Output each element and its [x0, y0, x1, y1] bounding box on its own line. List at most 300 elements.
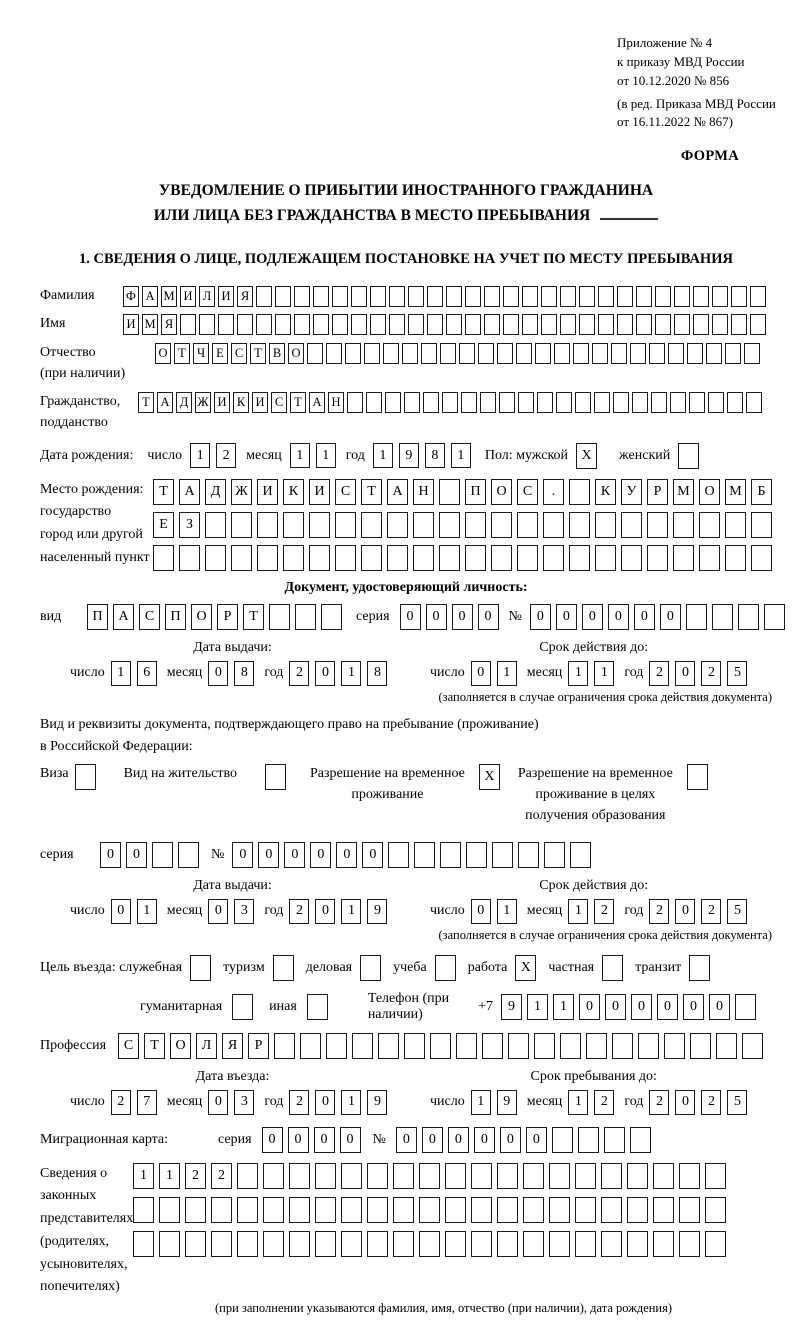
- char-cell[interactable]: 1: [471, 1090, 491, 1115]
- char-cell[interactable]: В: [269, 343, 285, 364]
- char-cell[interactable]: [335, 512, 356, 538]
- char-cell[interactable]: Ж: [231, 479, 252, 505]
- char-cell[interactable]: [689, 392, 705, 413]
- char-cell[interactable]: [592, 343, 608, 364]
- char-cell[interactable]: [205, 545, 226, 571]
- char-cell[interactable]: 9: [367, 899, 387, 924]
- char-cell[interactable]: К: [283, 479, 304, 505]
- char-cell[interactable]: [309, 512, 330, 538]
- char-cell[interactable]: [690, 1033, 711, 1059]
- char-cell[interactable]: 1: [497, 661, 517, 686]
- char-cell[interactable]: 0: [582, 604, 603, 630]
- char-cell[interactable]: [621, 512, 642, 538]
- char-cell[interactable]: [179, 545, 200, 571]
- char-cell[interactable]: [419, 1197, 440, 1223]
- char-cell[interactable]: Е: [153, 512, 174, 538]
- char-cell[interactable]: [687, 343, 703, 364]
- char-cell[interactable]: 0: [452, 604, 473, 630]
- char-cell[interactable]: 0: [362, 842, 383, 868]
- char-cell[interactable]: [367, 1231, 388, 1257]
- char-cell[interactable]: 0: [675, 899, 695, 924]
- char-cell[interactable]: [263, 1163, 284, 1189]
- char-cell[interactable]: [751, 512, 772, 538]
- char-cell[interactable]: Б: [751, 479, 772, 505]
- char-cell[interactable]: [523, 1197, 544, 1223]
- char-cell[interactable]: 1: [341, 899, 361, 924]
- char-cell[interactable]: [307, 343, 323, 364]
- char-cell[interactable]: М: [142, 314, 158, 335]
- char-cell[interactable]: [693, 314, 709, 335]
- char-cell[interactable]: [404, 392, 420, 413]
- char-cell[interactable]: [595, 545, 616, 571]
- char-cell[interactable]: [313, 314, 329, 335]
- char-cell[interactable]: [367, 1197, 388, 1223]
- char-cell[interactable]: 2: [649, 661, 669, 686]
- char-cell[interactable]: [445, 1197, 466, 1223]
- char-cell[interactable]: 0: [315, 1090, 335, 1115]
- char-cell[interactable]: 1: [341, 661, 361, 686]
- char-cell[interactable]: 9: [367, 1090, 387, 1115]
- char-cell[interactable]: [315, 1197, 336, 1223]
- char-cell[interactable]: [731, 286, 747, 307]
- char-cell[interactable]: [465, 545, 486, 571]
- char-cell[interactable]: И: [218, 286, 234, 307]
- char-cell[interactable]: 5: [727, 661, 747, 686]
- char-cell[interactable]: 1: [497, 899, 517, 924]
- char-cell[interactable]: 0: [605, 994, 626, 1020]
- char-cell[interactable]: [541, 286, 557, 307]
- char-cell[interactable]: [471, 1197, 492, 1223]
- char-cell[interactable]: [617, 314, 633, 335]
- char-cell[interactable]: [544, 842, 565, 868]
- char-cell[interactable]: [523, 1163, 544, 1189]
- char-cell[interactable]: [361, 545, 382, 571]
- char-cell[interactable]: [180, 314, 196, 335]
- char-cell[interactable]: [263, 1231, 284, 1257]
- char-cell[interactable]: [430, 1033, 451, 1059]
- char-cell[interactable]: Т: [153, 479, 174, 505]
- char-cell[interactable]: [326, 1033, 347, 1059]
- char-cell[interactable]: [440, 343, 456, 364]
- char-cell[interactable]: 8: [425, 443, 445, 468]
- char-cell[interactable]: 0: [660, 604, 681, 630]
- char-cell[interactable]: 2: [649, 899, 669, 924]
- char-cell[interactable]: [679, 1197, 700, 1223]
- char-cell[interactable]: [389, 286, 405, 307]
- char-cell[interactable]: [294, 286, 310, 307]
- char-cell[interactable]: [537, 392, 553, 413]
- char-cell[interactable]: [465, 512, 486, 538]
- char-cell[interactable]: [289, 1163, 310, 1189]
- char-cell[interactable]: [517, 512, 538, 538]
- char-cell[interactable]: [385, 392, 401, 413]
- char-cell[interactable]: [265, 764, 286, 790]
- char-cell[interactable]: [636, 314, 652, 335]
- char-cell[interactable]: 9: [399, 443, 419, 468]
- char-cell[interactable]: И: [309, 479, 330, 505]
- char-cell[interactable]: [478, 343, 494, 364]
- char-cell[interactable]: 0: [675, 661, 695, 686]
- char-cell[interactable]: Л: [196, 1033, 217, 1059]
- char-cell[interactable]: [595, 512, 616, 538]
- char-cell[interactable]: Р: [217, 604, 238, 630]
- char-cell[interactable]: [465, 314, 481, 335]
- char-cell[interactable]: [133, 1197, 154, 1223]
- char-cell[interactable]: X: [479, 764, 500, 790]
- char-cell[interactable]: Т: [144, 1033, 165, 1059]
- char-cell[interactable]: Д: [205, 479, 226, 505]
- char-cell[interactable]: А: [387, 479, 408, 505]
- char-cell[interactable]: [446, 286, 462, 307]
- char-cell[interactable]: [693, 286, 709, 307]
- char-cell[interactable]: [439, 545, 460, 571]
- char-cell[interactable]: [199, 314, 215, 335]
- char-cell[interactable]: [522, 314, 538, 335]
- char-cell[interactable]: 2: [701, 661, 721, 686]
- char-cell[interactable]: [341, 1163, 362, 1189]
- char-cell[interactable]: 1: [111, 661, 131, 686]
- char-cell[interactable]: 1: [553, 994, 574, 1020]
- char-cell[interactable]: 0: [262, 1127, 283, 1153]
- char-cell[interactable]: [516, 343, 532, 364]
- char-cell[interactable]: [445, 1163, 466, 1189]
- char-cell[interactable]: [237, 1231, 258, 1257]
- char-cell[interactable]: 0: [288, 1127, 309, 1153]
- char-cell[interactable]: [211, 1231, 232, 1257]
- char-cell[interactable]: [360, 955, 381, 981]
- char-cell[interactable]: 0: [314, 1127, 335, 1153]
- char-cell[interactable]: М: [725, 479, 746, 505]
- char-cell[interactable]: [269, 604, 290, 630]
- char-cell[interactable]: [673, 512, 694, 538]
- char-cell[interactable]: [712, 604, 733, 630]
- char-cell[interactable]: [613, 392, 629, 413]
- char-cell[interactable]: [315, 1163, 336, 1189]
- char-cell[interactable]: 0: [448, 1127, 469, 1153]
- char-cell[interactable]: С: [271, 392, 287, 413]
- char-cell[interactable]: [573, 343, 589, 364]
- char-cell[interactable]: [482, 1033, 503, 1059]
- char-cell[interactable]: [647, 512, 668, 538]
- char-cell[interactable]: [673, 545, 694, 571]
- char-cell[interactable]: О: [155, 343, 171, 364]
- char-cell[interactable]: [440, 842, 461, 868]
- char-cell[interactable]: 0: [556, 604, 577, 630]
- char-cell[interactable]: [569, 512, 590, 538]
- char-cell[interactable]: [275, 286, 291, 307]
- char-cell[interactable]: [205, 512, 226, 538]
- char-cell[interactable]: [751, 545, 772, 571]
- char-cell[interactable]: К: [233, 392, 249, 413]
- char-cell[interactable]: [366, 392, 382, 413]
- char-cell[interactable]: [480, 392, 496, 413]
- char-cell[interactable]: [575, 1231, 596, 1257]
- char-cell[interactable]: А: [179, 479, 200, 505]
- char-cell[interactable]: [185, 1231, 206, 1257]
- char-cell[interactable]: [705, 1163, 726, 1189]
- char-cell[interactable]: 3: [234, 1090, 254, 1115]
- char-cell[interactable]: [345, 343, 361, 364]
- char-cell[interactable]: 2: [594, 899, 614, 924]
- char-cell[interactable]: [598, 314, 614, 335]
- char-cell[interactable]: [351, 314, 367, 335]
- char-cell[interactable]: Р: [647, 479, 668, 505]
- char-cell[interactable]: 0: [579, 994, 600, 1020]
- char-cell[interactable]: [664, 1033, 685, 1059]
- char-cell[interactable]: 0: [631, 994, 652, 1020]
- char-cell[interactable]: X: [515, 955, 536, 981]
- char-cell[interactable]: С: [335, 479, 356, 505]
- char-cell[interactable]: [686, 604, 707, 630]
- char-cell[interactable]: 0: [474, 1127, 495, 1153]
- char-cell[interactable]: [534, 1033, 555, 1059]
- char-cell[interactable]: [408, 314, 424, 335]
- char-cell[interactable]: [419, 1231, 440, 1257]
- char-cell[interactable]: С: [517, 479, 538, 505]
- char-cell[interactable]: [367, 1163, 388, 1189]
- char-cell[interactable]: 0: [208, 661, 228, 686]
- char-cell[interactable]: 0: [500, 1127, 521, 1153]
- char-cell[interactable]: 3: [234, 899, 254, 924]
- char-cell[interactable]: [257, 512, 278, 538]
- char-cell[interactable]: [404, 1033, 425, 1059]
- char-cell[interactable]: С: [139, 604, 160, 630]
- char-cell[interactable]: [435, 955, 456, 981]
- char-cell[interactable]: [497, 1163, 518, 1189]
- char-cell[interactable]: 0: [310, 842, 331, 868]
- char-cell[interactable]: [445, 1231, 466, 1257]
- char-cell[interactable]: И: [123, 314, 139, 335]
- char-cell[interactable]: 0: [634, 604, 655, 630]
- char-cell[interactable]: [543, 545, 564, 571]
- char-cell[interactable]: [439, 479, 460, 505]
- char-cell[interactable]: 0: [284, 842, 305, 868]
- char-cell[interactable]: [554, 343, 570, 364]
- char-cell[interactable]: 9: [501, 994, 522, 1020]
- char-cell[interactable]: [725, 545, 746, 571]
- char-cell[interactable]: 0: [100, 842, 121, 868]
- char-cell[interactable]: Т: [243, 604, 264, 630]
- char-cell[interactable]: X: [576, 443, 597, 469]
- char-cell[interactable]: Л: [199, 286, 215, 307]
- char-cell[interactable]: [378, 1033, 399, 1059]
- char-cell[interactable]: [699, 545, 720, 571]
- char-cell[interactable]: [522, 286, 538, 307]
- char-cell[interactable]: А: [157, 392, 173, 413]
- char-cell[interactable]: [471, 1231, 492, 1257]
- char-cell[interactable]: [598, 286, 614, 307]
- char-cell[interactable]: 1: [568, 899, 588, 924]
- char-cell[interactable]: [575, 392, 591, 413]
- char-cell[interactable]: С: [231, 343, 247, 364]
- char-cell[interactable]: [549, 1163, 570, 1189]
- char-cell[interactable]: [649, 343, 665, 364]
- char-cell[interactable]: 6: [137, 661, 157, 686]
- char-cell[interactable]: [419, 1163, 440, 1189]
- char-cell[interactable]: [393, 1197, 414, 1223]
- char-cell[interactable]: 1: [568, 661, 588, 686]
- char-cell[interactable]: 0: [471, 899, 491, 924]
- char-cell[interactable]: [352, 1033, 373, 1059]
- char-cell[interactable]: [569, 479, 590, 505]
- char-cell[interactable]: Т: [138, 392, 154, 413]
- char-cell[interactable]: [632, 392, 648, 413]
- char-cell[interactable]: [237, 1163, 258, 1189]
- char-cell[interactable]: [655, 286, 671, 307]
- char-cell[interactable]: О: [191, 604, 212, 630]
- char-cell[interactable]: З: [179, 512, 200, 538]
- char-cell[interactable]: [687, 764, 708, 790]
- char-cell[interactable]: [552, 1127, 573, 1153]
- char-cell[interactable]: И: [180, 286, 196, 307]
- char-cell[interactable]: [300, 1033, 321, 1059]
- char-cell[interactable]: [508, 1033, 529, 1059]
- char-cell[interactable]: [413, 545, 434, 571]
- char-cell[interactable]: [674, 286, 690, 307]
- char-cell[interactable]: 1: [373, 443, 393, 468]
- char-cell[interactable]: 1: [290, 443, 310, 468]
- char-cell[interactable]: [621, 545, 642, 571]
- char-cell[interactable]: [237, 314, 253, 335]
- char-cell[interactable]: [257, 545, 278, 571]
- char-cell[interactable]: [294, 314, 310, 335]
- char-cell[interactable]: Т: [290, 392, 306, 413]
- char-cell[interactable]: 1: [137, 899, 157, 924]
- char-cell[interactable]: [706, 343, 722, 364]
- char-cell[interactable]: [725, 512, 746, 538]
- char-cell[interactable]: Ч: [193, 343, 209, 364]
- char-cell[interactable]: [712, 314, 728, 335]
- char-cell[interactable]: [421, 343, 437, 364]
- char-cell[interactable]: [152, 842, 173, 868]
- char-cell[interactable]: 0: [396, 1127, 417, 1153]
- char-cell[interactable]: [484, 286, 500, 307]
- char-cell[interactable]: А: [142, 286, 158, 307]
- char-cell[interactable]: [560, 1033, 581, 1059]
- char-cell[interactable]: [321, 604, 342, 630]
- char-cell[interactable]: 1: [594, 661, 614, 686]
- char-cell[interactable]: 0: [258, 842, 279, 868]
- char-cell[interactable]: 0: [315, 899, 335, 924]
- char-cell[interactable]: 0: [111, 899, 131, 924]
- char-cell[interactable]: [402, 343, 418, 364]
- char-cell[interactable]: [347, 392, 363, 413]
- char-cell[interactable]: [627, 1163, 648, 1189]
- char-cell[interactable]: [647, 545, 668, 571]
- char-cell[interactable]: 0: [675, 1090, 695, 1115]
- char-cell[interactable]: [579, 286, 595, 307]
- char-cell[interactable]: [364, 343, 380, 364]
- char-cell[interactable]: Я: [237, 286, 253, 307]
- char-cell[interactable]: [159, 1231, 180, 1257]
- char-cell[interactable]: 1: [133, 1163, 154, 1189]
- char-cell[interactable]: О: [699, 479, 720, 505]
- char-cell[interactable]: [674, 314, 690, 335]
- char-cell[interactable]: [461, 392, 477, 413]
- char-cell[interactable]: 8: [367, 661, 387, 686]
- char-cell[interactable]: 0: [471, 661, 491, 686]
- char-cell[interactable]: [387, 512, 408, 538]
- char-cell[interactable]: [465, 286, 481, 307]
- char-cell[interactable]: Ж: [195, 392, 211, 413]
- char-cell[interactable]: [471, 1163, 492, 1189]
- char-cell[interactable]: [549, 1197, 570, 1223]
- char-cell[interactable]: И: [252, 392, 268, 413]
- char-cell[interactable]: [655, 314, 671, 335]
- char-cell[interactable]: [439, 512, 460, 538]
- char-cell[interactable]: [332, 314, 348, 335]
- char-cell[interactable]: [427, 314, 443, 335]
- char-cell[interactable]: 2: [216, 443, 236, 468]
- char-cell[interactable]: .: [543, 479, 564, 505]
- char-cell[interactable]: [332, 286, 348, 307]
- char-cell[interactable]: [459, 343, 475, 364]
- char-cell[interactable]: 0: [126, 842, 147, 868]
- char-cell[interactable]: [570, 842, 591, 868]
- char-cell[interactable]: [586, 1033, 607, 1059]
- char-cell[interactable]: [668, 343, 684, 364]
- char-cell[interactable]: [283, 545, 304, 571]
- char-cell[interactable]: [423, 392, 439, 413]
- char-cell[interactable]: [518, 842, 539, 868]
- char-cell[interactable]: [256, 286, 272, 307]
- char-cell[interactable]: 1: [527, 994, 548, 1020]
- char-cell[interactable]: 1: [190, 443, 210, 468]
- char-cell[interactable]: [408, 286, 424, 307]
- char-cell[interactable]: [497, 1231, 518, 1257]
- char-cell[interactable]: [523, 1231, 544, 1257]
- char-cell[interactable]: 0: [208, 1090, 228, 1115]
- char-cell[interactable]: [678, 443, 699, 469]
- char-cell[interactable]: 5: [727, 1090, 747, 1115]
- char-cell[interactable]: [274, 1033, 295, 1059]
- char-cell[interactable]: Я: [161, 314, 177, 335]
- char-cell[interactable]: И: [214, 392, 230, 413]
- char-cell[interactable]: [315, 1231, 336, 1257]
- char-cell[interactable]: [393, 1163, 414, 1189]
- char-cell[interactable]: П: [165, 604, 186, 630]
- char-cell[interactable]: [535, 343, 551, 364]
- char-cell[interactable]: 2: [289, 899, 309, 924]
- char-cell[interactable]: 0: [400, 604, 421, 630]
- char-cell[interactable]: 7: [137, 1090, 157, 1115]
- char-cell[interactable]: [389, 314, 405, 335]
- char-cell[interactable]: [518, 392, 534, 413]
- char-cell[interactable]: [388, 842, 409, 868]
- char-cell[interactable]: [497, 343, 513, 364]
- char-cell[interactable]: [370, 286, 386, 307]
- char-cell[interactable]: 0: [340, 1127, 361, 1153]
- char-cell[interactable]: 2: [185, 1163, 206, 1189]
- char-cell[interactable]: [549, 1231, 570, 1257]
- char-cell[interactable]: 2: [111, 1090, 131, 1115]
- char-cell[interactable]: А: [113, 604, 134, 630]
- char-cell[interactable]: 0: [336, 842, 357, 868]
- char-cell[interactable]: [699, 512, 720, 538]
- char-cell[interactable]: [735, 994, 756, 1020]
- char-cell[interactable]: [569, 545, 590, 571]
- char-cell[interactable]: [178, 842, 199, 868]
- char-cell[interactable]: П: [465, 479, 486, 505]
- char-cell[interactable]: 0: [608, 604, 629, 630]
- char-cell[interactable]: 0: [232, 842, 253, 868]
- char-cell[interactable]: [503, 286, 519, 307]
- char-cell[interactable]: Р: [248, 1033, 269, 1059]
- char-cell[interactable]: [232, 994, 253, 1020]
- char-cell[interactable]: И: [257, 479, 278, 505]
- char-cell[interactable]: 0: [478, 604, 499, 630]
- char-cell[interactable]: [651, 392, 667, 413]
